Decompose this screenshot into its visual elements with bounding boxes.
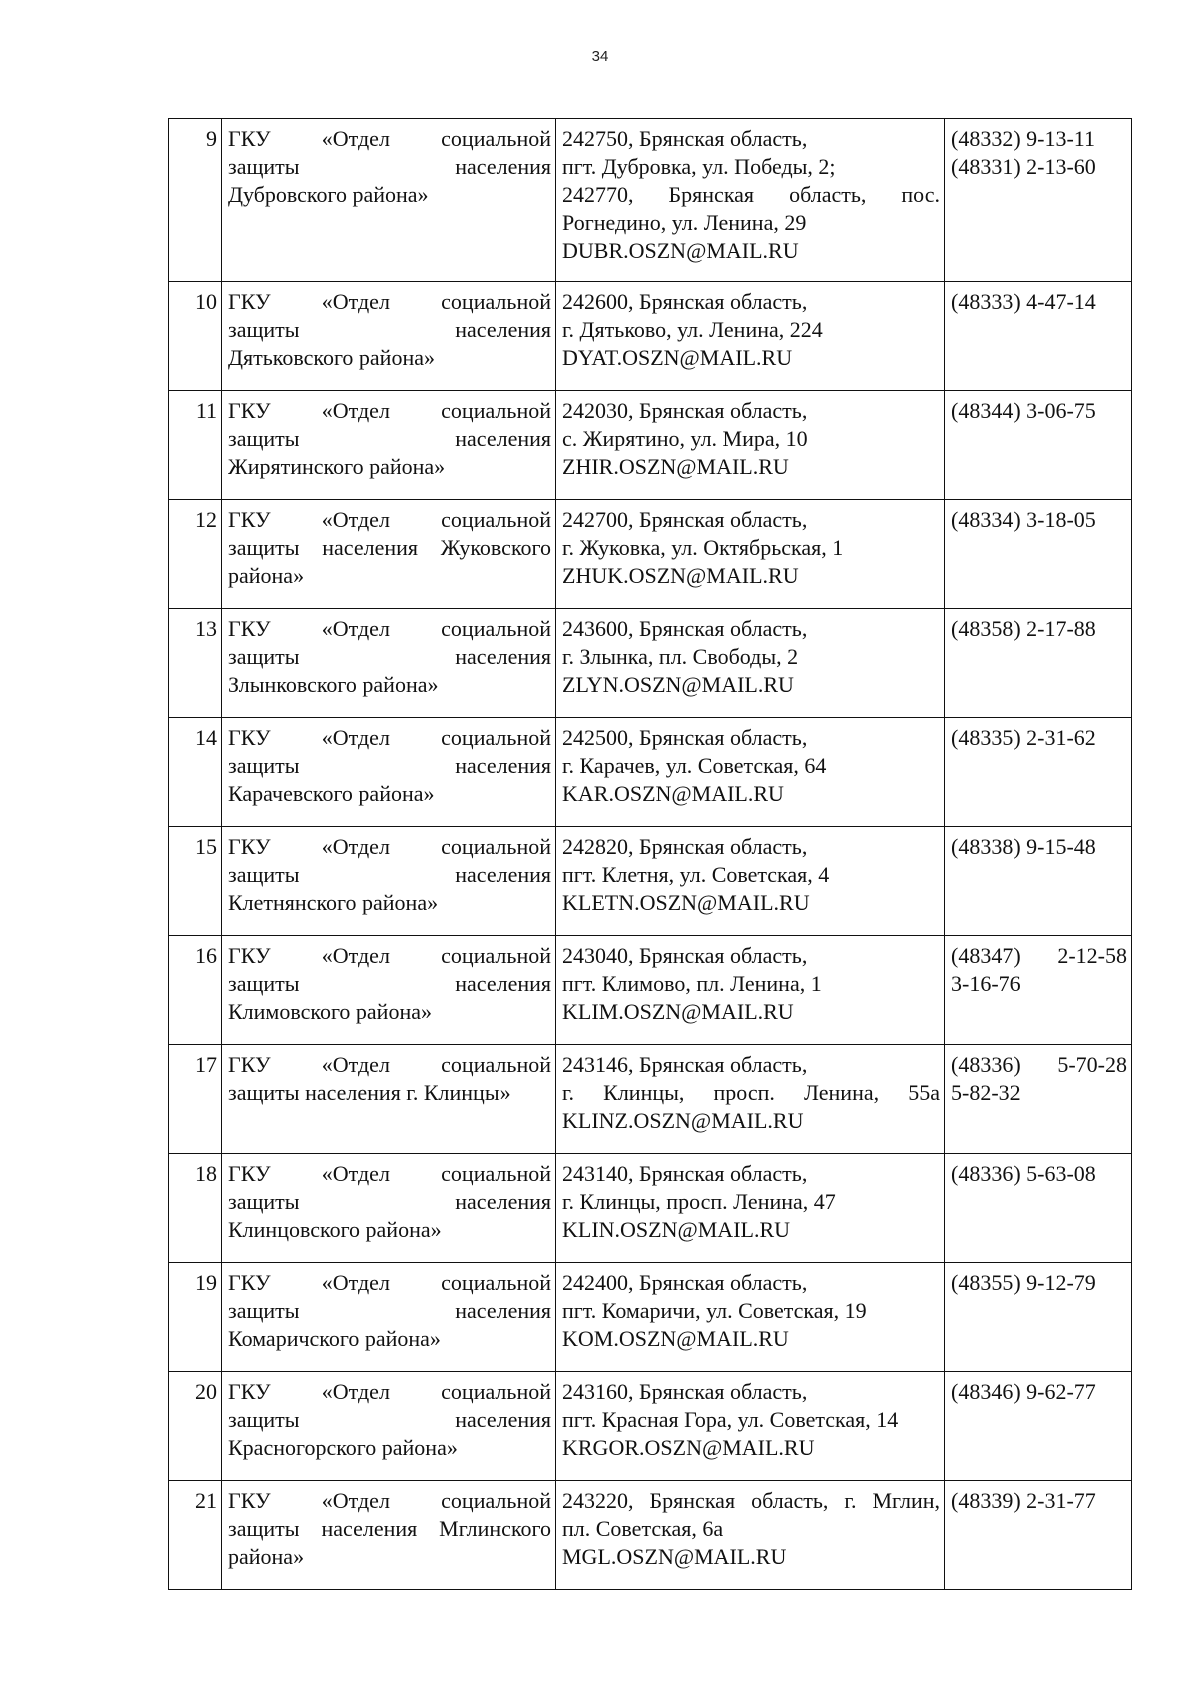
phone-numbers (945, 1263, 1132, 1372)
table-row (169, 500, 1132, 609)
address-line: 243040, Брянская область, (562, 943, 808, 968)
organization-line: защиты населения (228, 317, 551, 342)
organization-line: защиты населения (228, 644, 551, 669)
address-line: 242820, Брянская область, (562, 834, 808, 859)
email-address: ZHUK.OSZN@MAIL.RU (562, 563, 799, 588)
phone-line: (48336) 5-70-28 (951, 1052, 1127, 1077)
organization-line: ГКУ «Отдел социальной (228, 1488, 551, 1513)
row-number: 9 (169, 119, 222, 282)
organization-line: Клетнянского района» (228, 890, 439, 915)
organization-line: защиты населения (228, 753, 551, 778)
organization-line: Карачевского района» (228, 781, 435, 806)
phone-numbers (945, 609, 1132, 718)
phone-line: (48331) 2-13-60 (951, 154, 1096, 179)
organization-line: защиты населения г. Клинцы» (228, 1080, 511, 1105)
email-address: KLIN.OSZN@MAIL.RU (562, 1217, 791, 1242)
phone-numbers (945, 827, 1132, 936)
phone-line: (48332) 9-13-11 (951, 126, 1095, 151)
organization-line: защиты населения (228, 1298, 551, 1323)
phone-numbers (945, 119, 1132, 282)
table-row (169, 119, 1132, 282)
phone-line: (48333) 4-47-14 (951, 289, 1096, 314)
organization-name (222, 1154, 556, 1263)
table-row (169, 282, 1132, 391)
address-line: с. Жирятино, ул. Мира, 10 (562, 426, 808, 451)
email-address: DYAT.OSZN@MAIL.RU (562, 345, 793, 370)
organization-name (222, 391, 556, 500)
table-row (169, 609, 1132, 718)
organization-line: Комаричского района» (228, 1326, 441, 1351)
row-number: 21 (169, 1481, 222, 1590)
phone-numbers (945, 282, 1132, 391)
address-line: пгт. Клетня, ул. Советская, 4 (562, 862, 830, 887)
address (556, 936, 945, 1045)
phone-numbers (945, 1372, 1132, 1481)
address-line: Рогнедино, ул. Ленина, 29 (562, 210, 807, 235)
table-row (169, 718, 1132, 827)
phone-numbers (945, 500, 1132, 609)
organization-name (222, 282, 556, 391)
phone-numbers (945, 936, 1132, 1045)
email-address: ZHIR.OSZN@MAIL.RU (562, 454, 789, 479)
address-line: 242750, Брянская область, (562, 126, 808, 151)
address (556, 827, 945, 936)
address (556, 1045, 945, 1154)
organization-line: защиты населения (228, 1189, 551, 1214)
table-row (169, 1154, 1132, 1263)
organization-line: защиты населения (228, 971, 551, 996)
table-row (169, 391, 1132, 500)
row-number: 16 (169, 936, 222, 1045)
address (556, 1372, 945, 1481)
address (556, 1263, 945, 1372)
address-line: 242770, Брянская область, пос. (562, 182, 940, 207)
email-address: KLINZ.OSZN@MAIL.RU (562, 1108, 804, 1133)
address-line: г. Карачев, ул. Советская, 64 (562, 753, 827, 778)
address-line: 243140, Брянская область, (562, 1161, 808, 1186)
organization-line: ГКУ «Отдел социальной (228, 1052, 551, 1077)
phone-line: 3-16-76 (951, 971, 1021, 996)
row-number: 14 (169, 718, 222, 827)
organization-line: защиты населения Жуковского (228, 535, 551, 560)
address-line: г. Клинцы, просп. Ленина, 55а (562, 1080, 940, 1105)
phone-line: (48344) 3-06-75 (951, 398, 1096, 423)
organization-line: ГКУ «Отдел социальной (228, 398, 551, 423)
organization-line: защиты населения (228, 426, 551, 451)
phone-numbers (945, 1154, 1132, 1263)
organization-line: Жирятинского района» (228, 454, 446, 479)
organization-line: защиты населения (228, 154, 551, 179)
address-line: 243146, Брянская область, (562, 1052, 808, 1077)
row-number: 10 (169, 282, 222, 391)
organization-line: ГКУ «Отдел социальной (228, 834, 551, 859)
phone-line: 5-82-32 (951, 1080, 1021, 1105)
address-line: пгт. Красная Гора, ул. Советская, 14 (562, 1407, 899, 1432)
address-line: 242030, Брянская область, (562, 398, 808, 423)
phone-line: (48347) 2-12-58 (951, 943, 1127, 968)
email-address: MGL.OSZN@MAIL.RU (562, 1544, 787, 1569)
row-number: 19 (169, 1263, 222, 1372)
row-number: 13 (169, 609, 222, 718)
address-line: г. Клинцы, просп. Ленина, 47 (562, 1189, 836, 1214)
phone-line: (48335) 2-31-62 (951, 725, 1096, 750)
organization-name (222, 1263, 556, 1372)
table-row (169, 1481, 1132, 1590)
address (556, 119, 945, 282)
phone-line: (48336) 5-63-08 (951, 1161, 1096, 1186)
organization-line: защиты населения Мглинского (228, 1516, 551, 1541)
email-address: KLIM.OSZN@MAIL.RU (562, 999, 794, 1024)
table-row (169, 827, 1132, 936)
table-row (169, 936, 1132, 1045)
address-line: г. Жуковка, ул. Октябрьская, 1 (562, 535, 844, 560)
organization-line: района» (228, 1544, 305, 1569)
address (556, 718, 945, 827)
organization-name (222, 1372, 556, 1481)
address (556, 1481, 945, 1590)
address-line: 242700, Брянская область, (562, 507, 808, 532)
address-line: 243600, Брянская область, (562, 616, 808, 641)
address-line: 242400, Брянская область, (562, 1270, 808, 1295)
row-number: 17 (169, 1045, 222, 1154)
organization-line: ГКУ «Отдел социальной (228, 725, 551, 750)
email-address: KAR.OSZN@MAIL.RU (562, 781, 784, 806)
row-number: 18 (169, 1154, 222, 1263)
address-line: г. Злынка, пл. Свободы, 2 (562, 644, 799, 669)
organization-name (222, 827, 556, 936)
address-line: 243220, Брянская область, г. Мглин, (562, 1488, 940, 1513)
organization-line: Красногорского района» (228, 1435, 458, 1460)
organization-line: Климовского района» (228, 999, 432, 1024)
phone-line: (48346) 9-62-77 (951, 1379, 1096, 1404)
phone-line: (48339) 2-31-77 (951, 1488, 1096, 1513)
organization-line: ГКУ «Отдел социальной (228, 1161, 551, 1186)
email-address: KRGOR.OSZN@MAIL.RU (562, 1435, 815, 1460)
address (556, 609, 945, 718)
phone-line: (48334) 3-18-05 (951, 507, 1096, 532)
email-address: DUBR.OSZN@MAIL.RU (562, 238, 799, 263)
row-number: 12 (169, 500, 222, 609)
email-address: KLETN.OSZN@MAIL.RU (562, 890, 810, 915)
phone-line: (48355) 9-12-79 (951, 1270, 1096, 1295)
address-line: г. Дятьково, ул. Ленина, 224 (562, 317, 823, 342)
row-number: 15 (169, 827, 222, 936)
organization-line: ГКУ «Отдел социальной (228, 1270, 551, 1295)
organization-name (222, 718, 556, 827)
table-row (169, 1045, 1132, 1154)
organization-name (222, 609, 556, 718)
address (556, 1154, 945, 1263)
address-line: пгт. Комаричи, ул. Советская, 19 (562, 1298, 867, 1323)
phone-numbers (945, 1481, 1132, 1590)
organization-name (222, 500, 556, 609)
address (556, 500, 945, 609)
social-protection-offices-table (168, 118, 1132, 1590)
organization-line: защиты населения (228, 862, 551, 887)
row-number: 20 (169, 1372, 222, 1481)
phone-numbers (945, 1045, 1132, 1154)
table-row (169, 1263, 1132, 1372)
page-number: 34 (591, 48, 609, 65)
email-address: ZLYN.OSZN@MAIL.RU (562, 672, 794, 697)
organization-line: ГКУ «Отдел социальной (228, 943, 551, 968)
address-line: 242500, Брянская область, (562, 725, 808, 750)
phone-numbers (945, 718, 1132, 827)
organization-name (222, 119, 556, 282)
phone-line: (48358) 2-17-88 (951, 616, 1096, 641)
organization-line: Дятьковского района» (228, 345, 435, 370)
organization-line: Клинцовского района» (228, 1217, 442, 1242)
address-line: 242600, Брянская область, (562, 289, 808, 314)
organization-line: защиты населения (228, 1407, 551, 1432)
organization-line: ГКУ «Отдел социальной (228, 1379, 551, 1404)
address-line: пгт. Дубровка, ул. Победы, 2; (562, 154, 836, 179)
organization-line: Дубровского района» (228, 182, 429, 207)
phone-numbers (945, 391, 1132, 500)
email-address: KOM.OSZN@MAIL.RU (562, 1326, 789, 1351)
organization-name (222, 1045, 556, 1154)
organization-name (222, 936, 556, 1045)
organization-line: ГКУ «Отдел социальной (228, 289, 551, 314)
organization-line: района» (228, 563, 305, 588)
row-number: 11 (169, 391, 222, 500)
organization-line: Злынковского района» (228, 672, 439, 697)
address (556, 391, 945, 500)
address-line: 243160, Брянская область, (562, 1379, 808, 1404)
organization-line: ГКУ «Отдел социальной (228, 616, 551, 641)
table-row (169, 1372, 1132, 1481)
address (556, 282, 945, 391)
organization-line: ГКУ «Отдел социальной (228, 507, 551, 532)
phone-line: (48338) 9-15-48 (951, 834, 1096, 859)
organization-name (222, 1481, 556, 1590)
organization-line: ГКУ «Отдел социальной (228, 126, 551, 151)
address-line: пл. Советская, 6а (562, 1516, 724, 1541)
address-line: пгт. Климово, пл. Ленина, 1 (562, 971, 822, 996)
